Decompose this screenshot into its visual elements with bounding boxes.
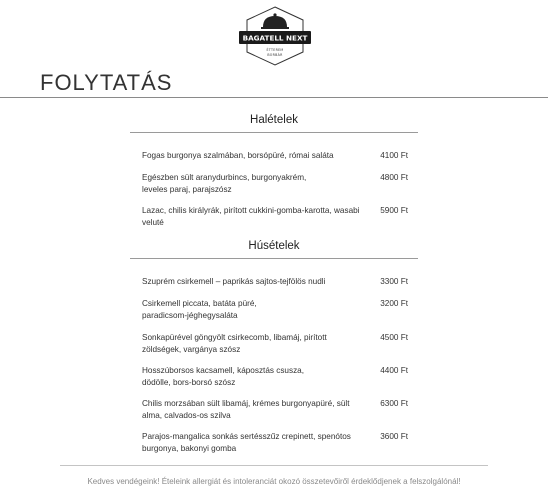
section-title-húsételek: Húsételek: [248, 240, 300, 252]
menu-item-price: 5900 Ft: [380, 206, 408, 215]
menu-item-name: Csirkemell piccata, batáta püré, paradicsom-jéghegysaláta: [142, 299, 257, 320]
menu-item-name: Szuprém csirkemell – paprikás sajtos-tejfölös nudli: [142, 277, 326, 286]
footer-divider: [60, 465, 488, 466]
menu-item: [142, 150, 408, 162]
menu-item-name: Fogas burgonya szalmában, borsópüré, római saláta: [142, 151, 334, 160]
brand-logo: [235, 6, 315, 66]
menu-item-name: Sonkapürével göngyölt csirkecomb, libamáj, pirított zöldségek, vargánya szósz: [142, 333, 327, 354]
menu-item-name: Hosszúborsos kacsamell, káposztás csusza, dödölle, bors-borsó szósz: [142, 366, 304, 387]
menu-item: [142, 431, 408, 454]
section-divider: [130, 132, 418, 133]
brand-sub-left: ÉTTEREM: [266, 48, 284, 52]
menu-item-price: 6300 Ft: [380, 399, 408, 408]
menu-item-price: 4800 Ft: [380, 173, 408, 182]
brand-sub-right: BORBÁR: [267, 53, 283, 57]
menu-item: [142, 205, 408, 228]
section-divider: [130, 258, 418, 259]
menu-item-price: 3600 Ft: [380, 432, 408, 441]
menu-item-price: 4100 Ft: [380, 151, 408, 160]
menu-item: [142, 276, 408, 288]
page-title: FOLYTATÁS: [40, 70, 173, 95]
menu-item: [142, 172, 408, 195]
menu-item-price: 3300 Ft: [380, 277, 408, 286]
cloche-logo-icon: [235, 6, 315, 66]
menu-item: [142, 298, 408, 321]
menu-item-name: Lazac, chilis királyrák, pirított cukkini-gomba-karotta, wasabi veluté: [142, 206, 360, 227]
section-title-halételek: Halételek: [250, 114, 298, 126]
menu-item-price: 4500 Ft: [380, 333, 408, 342]
menu-item-name: Egészben sült aranydurbincs, burgonyakrém, leveles paraj, parajszósz: [142, 173, 307, 194]
title-divider: [0, 97, 548, 98]
menu-item: [142, 332, 408, 355]
allergy-note: Kedves vendégeink! Ételeink allergiát és intoleranciát okozó összetevőiről érdeklődjenek a felszolgálónál!: [87, 477, 461, 486]
brand-name: BAGATELL NEXT: [242, 33, 308, 43]
menu-item: [142, 398, 408, 421]
menu-item-name: Parajos-mangalica sonkás sertésszűz crepinett, spenótos burgonya, bakonyi gomba: [142, 432, 351, 453]
menu-item-price: 4400 Ft: [380, 366, 408, 375]
menu-item-price: 3200 Ft: [380, 299, 408, 308]
menu-item: [142, 365, 408, 388]
menu-item-name: Chilis morzsában sült libamáj, krémes burgonyapüré, sült alma, calvados-os szilva: [142, 399, 350, 420]
